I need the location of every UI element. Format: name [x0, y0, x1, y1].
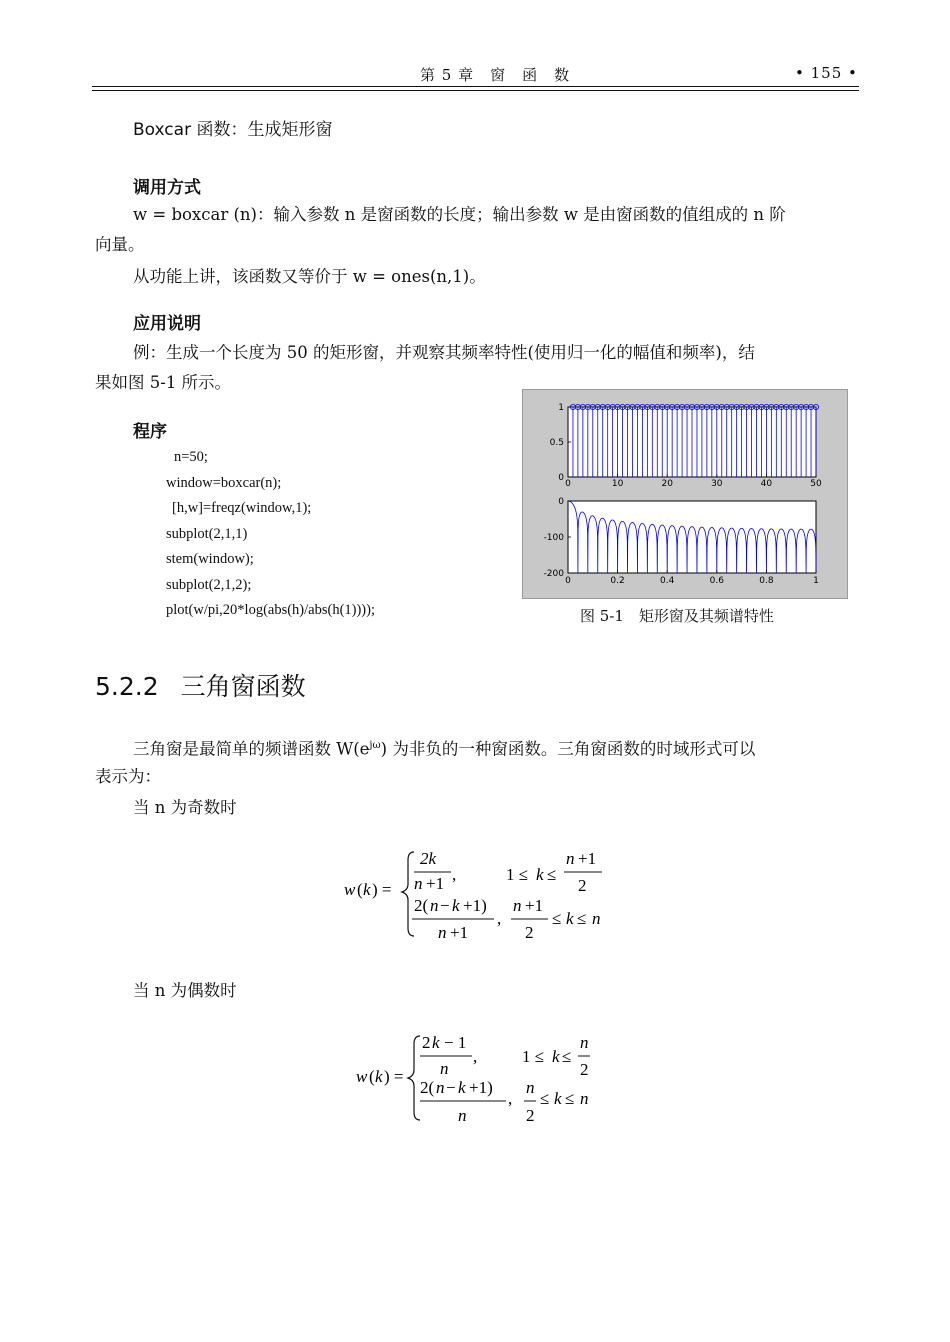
svg-text:n: n [592, 909, 601, 928]
code-line: stem(window); [166, 551, 254, 567]
svg-text:n: n [430, 896, 439, 915]
svg-text:≤: ≤ [577, 909, 587, 928]
x-tick-label: 0.2 [610, 576, 625, 586]
formula-odd [330, 840, 620, 945]
code-line: plot(w/pi,20*log(abs(h)/abs(h(1)))); [166, 602, 375, 618]
svg-text:k: k [554, 1089, 562, 1108]
svg-text:≤: ≤ [540, 1089, 550, 1108]
svg-text:2: 2 [525, 923, 534, 942]
code-listing [166, 445, 375, 624]
svg-text:−: − [440, 896, 450, 915]
svg-text:n: n [526, 1078, 535, 1097]
svg-text:k: k [432, 1033, 440, 1052]
code-line: subplot(2,1,1) [166, 525, 248, 542]
tri-line-2: 表示为： [95, 767, 161, 786]
even-case-label: 当 n 为偶数时 [133, 981, 237, 1000]
y-tick-label: 0.5 [549, 438, 564, 448]
svg-text:+1: +1 [450, 923, 469, 942]
spectrum-plot-axes [568, 501, 816, 573]
svg-text:n: n [414, 874, 423, 893]
usage-line-3: 从功能上讲，该函数又等价于 w = ones(n,1)。 [133, 267, 486, 286]
svg-text:+1: +1 [525, 896, 544, 915]
x-tick-label: 40 [760, 479, 773, 489]
y-tick-label: -200 [543, 569, 564, 579]
svg-text:n: n [458, 1106, 467, 1125]
svg-text:+1: +1 [578, 849, 597, 868]
svg-text:1 ≤: 1 ≤ [522, 1047, 545, 1066]
svg-text:k: k [375, 1067, 383, 1086]
svg-text:2: 2 [578, 876, 587, 895]
svg-text:+1): +1) [469, 1078, 493, 1097]
svg-text:1 ≤: 1 ≤ [506, 865, 529, 884]
svg-text:k: k [363, 880, 371, 899]
header-rule [92, 86, 859, 87]
page-number: • 155 • [795, 64, 858, 82]
y-tick-label: 0 [558, 473, 564, 483]
svg-text:(: ( [357, 880, 363, 899]
x-tick-label: 0.8 [759, 576, 774, 586]
application-heading: 应用说明 [133, 314, 201, 334]
x-tick-label: 30 [711, 479, 723, 489]
svg-text:n: n [580, 1033, 589, 1052]
section-heading [95, 667, 306, 703]
x-tick-label: 10 [611, 479, 624, 489]
svg-text:n: n [513, 896, 522, 915]
svg-text:2(: 2( [420, 1078, 435, 1097]
window-plot [522, 389, 848, 599]
svg-text:2: 2 [580, 1060, 589, 1079]
figure-caption: 图 5-1 矩形窗及其频谱特性 [580, 607, 774, 625]
tri-line-1 [133, 730, 755, 765]
svg-text:,: , [473, 1047, 478, 1066]
x-tick-label: 0 [565, 576, 571, 586]
code-line: [h,w]=freqz(window,1); [172, 500, 312, 516]
svg-text:k: k [536, 865, 544, 884]
x-tick-label: 1 [813, 576, 819, 586]
usage-line-2: 向量。 [95, 235, 145, 254]
section-title: 三角窗函数 [180, 672, 306, 701]
usage-line-1: w = boxcar (n)：输入参数 n 是窗函数的长度；输出参数 w 是由窗函数的值组成的 n 阶 [133, 205, 786, 224]
code-line: subplot(2,1,2); [166, 576, 252, 593]
code-line: n=50; [174, 449, 208, 465]
x-tick-label: 0.6 [709, 576, 724, 586]
svg-text:n: n [440, 1059, 449, 1078]
usage-heading: 调用方式 [133, 178, 201, 198]
svg-text:w: w [356, 1067, 368, 1086]
application-line-2: 果如图 5-1 所示。 [95, 373, 232, 392]
svg-text:w: w [344, 880, 356, 899]
svg-text:k: k [566, 909, 574, 928]
svg-text:2: 2 [422, 1033, 431, 1052]
application-line-1: 例：生成一个长度为 50 的矩形窗，并观察其频率特性(使用归一化的幅值和频率)，结 [133, 343, 755, 362]
svg-text:− 1: − 1 [444, 1033, 467, 1052]
function-title: Boxcar 函数：生成矩形窗 [133, 120, 333, 140]
program-heading: 程序 [133, 422, 167, 442]
svg-text:n: n [580, 1089, 589, 1108]
x-tick-label: 50 [810, 479, 822, 489]
svg-text:−: − [446, 1078, 456, 1097]
x-tick-label: 0 [565, 479, 571, 489]
y-tick-label: 1 [558, 403, 564, 413]
code-line: window=boxcar(n); [166, 474, 282, 491]
svg-text:,: , [508, 1089, 513, 1108]
tri-line-1a: 三角窗是最简单的频谱函数 W(e [133, 739, 370, 759]
svg-text:2(: 2( [414, 896, 429, 915]
svg-text:) =: ) = [384, 1067, 404, 1086]
y-tick-label: 0 [558, 497, 564, 507]
figure-5-1 [522, 389, 848, 599]
svg-text:≤: ≤ [547, 865, 557, 884]
section-number: 5.2.2 [95, 672, 159, 701]
svg-text:(: ( [369, 1067, 375, 1086]
svg-text:≤: ≤ [565, 1089, 575, 1108]
svg-text:k: k [452, 896, 460, 915]
svg-text:n: n [438, 923, 447, 942]
svg-text:) =: ) = [372, 880, 392, 899]
svg-text:n: n [566, 849, 575, 868]
svg-text:k: k [458, 1078, 466, 1097]
svg-text:,: , [452, 865, 457, 884]
y-tick-label: -100 [543, 533, 564, 543]
header-rule-thin [92, 90, 859, 91]
x-tick-label: 20 [661, 479, 673, 489]
svg-text:+1): +1) [463, 896, 487, 915]
formula-even [340, 1024, 610, 1129]
svg-text:n: n [436, 1078, 445, 1097]
running-header-chapter: 第 5 章 窗 函 数 [420, 66, 571, 84]
x-tick-label: 0.4 [660, 576, 675, 586]
svg-text:k: k [552, 1047, 560, 1066]
tri-line-1b: ) 为非负的一种窗函数。三角窗函数的时域形式可以 [380, 739, 756, 759]
tri-line-1-superscript: jω [369, 740, 381, 751]
odd-case-label: 当 n 为奇数时 [133, 798, 237, 817]
svg-text:≤: ≤ [562, 1047, 572, 1066]
svg-text:2k: 2k [420, 849, 437, 868]
svg-text:+1: +1 [426, 874, 445, 893]
svg-text:2: 2 [526, 1106, 535, 1125]
svg-text:≤: ≤ [552, 909, 562, 928]
svg-text:,: , [497, 909, 502, 928]
